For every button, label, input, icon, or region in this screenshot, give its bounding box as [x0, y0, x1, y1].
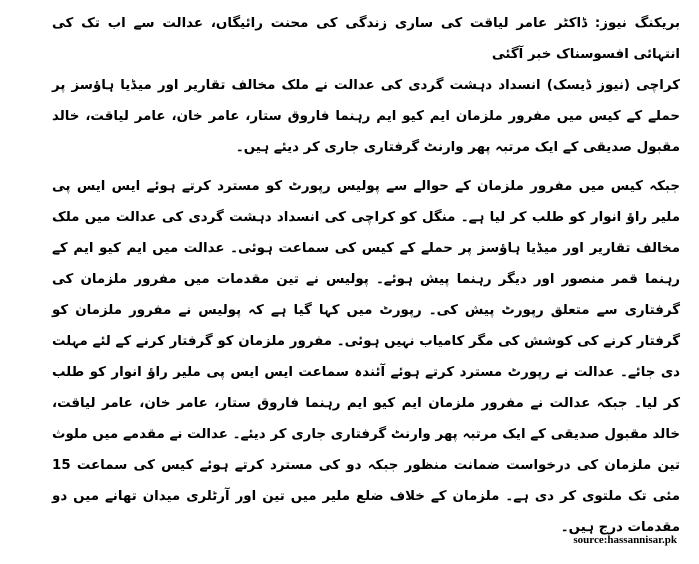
article-paragraph-2: جبکہ کیس میں مفرور ملزمان کے حوالے سے پولیس رپورٹ کو مسترد کرتے ہوئے ایس ایس پی ملیر راؤ انوار کو طلب کر لیا ہے۔ منگل کو کراچی کی انسداد دہشت گردی کی عدالت میں ملک مخالف تقاریر اور میڈیا ہاؤسز پر حملے کے کیس کی سماعت ہوئی۔ عدالت میں ایم کیو ایم کے رہنما قمر منصور اور دیگر رہنما پیش ہوئے۔ پولیس نے تین مقدمات میں مفرور ملزمان کی گرفتاری سے متعلق رپورٹ پیش کی۔ رپورٹ میں کہا گیا ہے کہ پولیس نے مفرور ملزمان کو گرفتار کرنے کی کوشش کی مگر کامیاب نہیں ہوئی۔ مفرور ملزمان کو گرفتار کرنے کے لئے مہلت دی جائے۔ عدالت نے رپورٹ مسترد کرتے ہوئے آئندہ سماعت ایس ایس پی ملیر راؤ انوار کو طلب کر لیا۔ جبکہ عدالت نے مفرور ملزمان ایم کیو ایم رہنما فاروق ستار، عامر خان، عامر لیاقت، خالد مقبول صدیقی کے ایک مرتبہ پھر وارنٹ گرفتاری جاری کر دیئے۔ عدالت نے مقدمے میں ملوث تین ملزمان کی درخواست ضمانت منظور جبکہ دو کی مسترد کرتے ہوئے کیس کی سماعت 15 مئی تک ملتوی کر دی ہے۔ ملزمان کے خلاف ضلع ملیر میں تین اور آرٹلری میدان تھانے میں دو مقدمات درج ہیں۔ [52, 179, 680, 535]
article-body [52, 8, 680, 543]
article-headline: بریکنگ نیوز: ڈاکٹر عامر لیاقت کی ساری زندگی کی محنت رائیگاں، عدالت سے اب تک کی انتہائی افسوسناک خبر آگئی [52, 16, 680, 62]
article-paragraph-1: کراچی (نیوز ڈیسک) انسداد دہشت گردی کی عدالت نے ملک مخالف تقاریر اور میڈیا ہاؤسز پر حملے کے کیس میں مفرور ملزمان ایم کیو ایم رہنما فاروق ستار، عامر خان، عامر لیاقت، خالد مقبول صدیقی کے ایک مرتبہ پھر وارنٹ گرفتاری جاری کر دیئے ہیں۔ [52, 78, 680, 155]
source-credit: source:hassannisar.pk [573, 534, 677, 546]
